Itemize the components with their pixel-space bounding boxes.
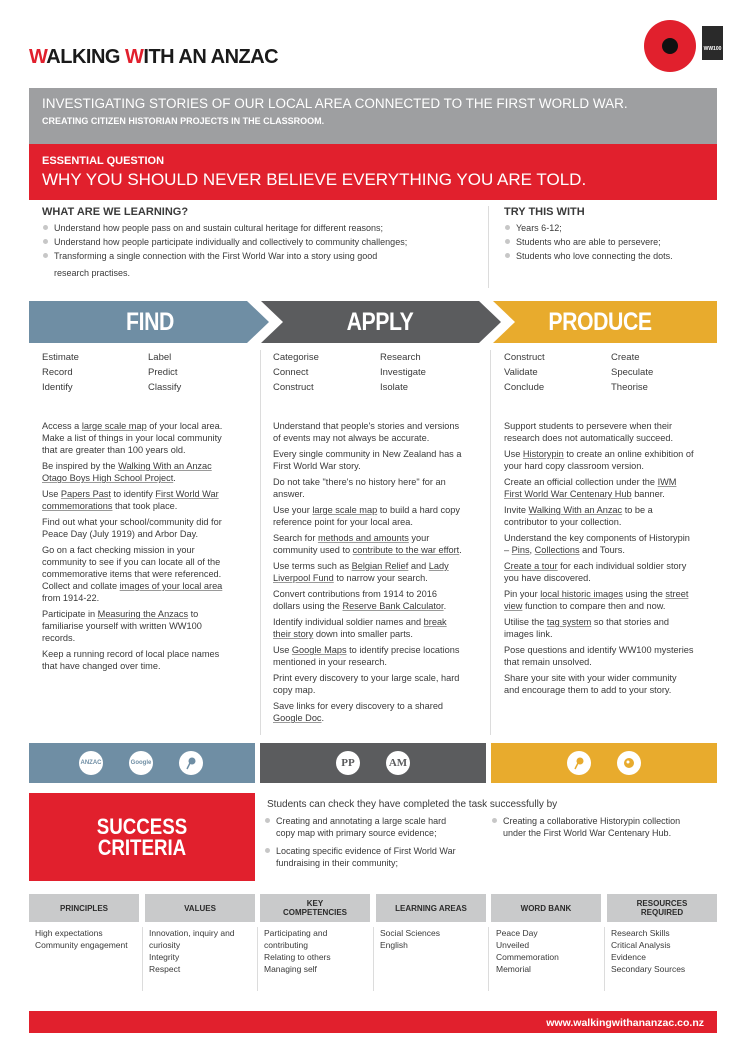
ww100-badge [702,26,723,60]
try-list [504,222,714,264]
word-item: Validate [504,367,538,378]
word-item: Isolate [380,382,408,393]
word-item: Classify [148,382,182,393]
list-item: Understand how people pass on and sustain cultural heritage for different reasons; [42,222,482,234]
success-intro: Students can check they have completed the task successfully by [267,799,558,810]
word-item: Research [380,352,421,363]
apply-words-col1 [273,350,319,395]
auckland-museum-icon[interactable]: AM [386,751,410,775]
word-item: Label [148,352,172,363]
centenary-hub-link[interactable]: First World War Centenary Hub [504,489,632,499]
word-item: Estimate [42,352,79,363]
pins-link[interactable]: Pins [511,545,530,555]
produce-words-col2 [611,350,653,395]
apply-resources-bar [260,743,486,783]
produce-resources-bar [491,743,717,783]
success-list-right [491,815,716,841]
papers-past-link[interactable]: Papers Past [60,489,111,499]
collections-link[interactable]: Collections [534,545,580,555]
list-item: Years 6-12; [504,222,714,234]
list-item: Locating specific evidence of First World War fundraising in their community; [264,845,489,869]
war-effort-link[interactable]: contribute to the war effort [352,545,460,555]
list-item: Transforming a single connection with the First World War into a story using good [42,250,482,262]
lady-liverpool-link[interactable]: Lady [428,561,449,571]
title-part-1: ALKING [46,46,125,68]
stage-apply: APPLY [346,308,414,336]
produce-words-col1 [504,350,545,395]
measuring-anzacs-link[interactable]: Measuring the Anzacs [97,609,189,619]
their-story-link[interactable]: their story [273,629,314,639]
historypin-icon[interactable] [179,751,203,775]
google-icon[interactable]: Google [129,751,153,775]
first-world-war-link[interactable]: First World War [155,489,219,499]
table-cell-word-bank: Peace Day Unveiled Commemoration Memorial [496,928,559,974]
word-item: Create [611,352,640,363]
poppy-center-icon [662,38,678,54]
word-item: Construct [504,352,545,363]
otago-project-link[interactable]: Otago Boys High School Project [42,473,174,483]
table-divider [257,927,258,991]
banner-line-2: CREATING CITIZEN HISTORIAN PROJECTS IN THE CLASSROOM. [42,116,325,126]
word-item: Investigate [380,367,426,378]
table-divider [373,927,374,991]
success-list-left [264,815,489,871]
learning-heading: WHAT ARE WE LEARNING? [42,206,189,218]
learning-list [42,222,482,262]
essential-question-text: WHY YOU SHOULD NEVER BELIEVE EVERYTHING YOU ARE TOLD. [42,170,587,189]
essential-question-label: ESSENTIAL QUESTION [42,155,165,167]
list-item: Understand how people participate individually and collectively to community challenges; [42,236,482,248]
table-header-principles: PRINCIPLES [29,894,139,922]
view-link[interactable]: view [504,601,523,611]
word-item: Predict [148,367,178,378]
walking-with-anzac-link[interactable]: Walking With an Anzac [118,461,212,471]
table-divider [488,927,489,991]
local-images-link[interactable]: images of your local area [119,581,223,591]
tag-system-link[interactable]: tag system [546,617,592,627]
list-item: Creating a collaborative Historypin collection under the First World War Centenary Hub. [491,815,716,839]
historypin-link[interactable]: Historypin [522,449,564,459]
word-item: Speculate [611,367,654,378]
apply-activities: Understand that people's stories and versions of events may not always be accurate. Every single community in New Zealand has a First World War story. Do not take "there's no history here" for an answer. Use your large scale map to build a hard copy reference point for your local area. Search for methods and amounts your community used to contribute to the war effort. Use terms such as Belgian Relief and Lady Liverpool Fund to narrow your search. Convert contributions from 1914 to 2016 dollars using the Reserve Bank Calculator. Identify individual soldier names and break their story down into smaller parts. Use Google Maps to identify precise locations mentioned in your research. Print every discovery to your large scale, hard copy map. Save links for every discovery to a shared Google Doc. [273,421,462,723]
page-title [29,46,278,69]
success-criteria-title: SUCCESS CRITERIA [96,814,188,860]
anzac-icon[interactable]: ANZAC [79,751,103,775]
discovery-icon[interactable] [617,751,641,775]
street-link[interactable]: street [665,589,689,599]
table-header-learning-areas: LEARNING AREAS [376,894,486,922]
footer-url-link[interactable]: www.walkingwithananzac.co.nz [546,1017,704,1029]
historypin-icon[interactable] [567,751,591,775]
title-letter-w2: W [125,46,144,68]
break-story-link[interactable]: break [423,617,447,627]
list-item: Students who love connecting the dots. [504,250,714,262]
methods-amounts-link[interactable]: methods and amounts [317,533,409,543]
word-item: Connect [273,367,309,378]
word-item: Theorise [611,382,648,393]
ww100-badge-text: WW100 [703,46,722,52]
table-divider [604,927,605,991]
liverpool-fund-link[interactable]: Liverpool Fund [273,573,334,583]
title-letter-w1: W [29,46,47,68]
create-tour-link[interactable]: Create a tour [504,561,558,571]
word-item: Conclude [504,382,545,393]
table-cell-competencies: Participating and contributing Relating to others Managing self [264,928,331,974]
find-words-col1 [42,350,79,395]
stage-produce: PRODUCE [548,308,652,336]
belgian-relief-link[interactable]: Belgian Relief [351,561,409,571]
column-divider [490,350,491,735]
table-header-key-competencies: KEY COMPETENCIES [260,894,370,922]
produce-activities: Support students to persevere when their research does not automatically succeed. Use Historypin to create an online exhibition of your hard copy classroom version. Create an official collection under the IWM First World War Centenary Hub banner. Invite Walking With an Anzac to be a contributor to your collection. Understand the key components of Historypin – Pins, Collections and Tours. Create a tour for each individual soldier story you have discovered. Pin your local historic images using the street view function to compare then and now. Utilise the tag system so that stories and images link. Pose questions and identify WW100 mysteries that remain unsolved. Share your site with your wider community and encourage them to add to your story. [504,421,694,695]
iwm-link[interactable]: IWM [657,477,677,487]
table-cell-learning-areas: Social Sciences English [380,928,441,950]
walking-with-anzac-link[interactable]: Walking With an Anzac [528,505,623,515]
list-item: Students who are able to persevere; [504,236,714,248]
large-scale-map-link[interactable]: large scale map [312,505,378,515]
find-activities: Access a large scale map of your local area. Make a list of things in your local community that are greater than 100 years old. Be inspired by the Walking With an Anzac Otago Boys High School Project. Use Papers Past to identify First World War commemorations that took place. Find out what your school/community did for Peace Day (July 1919) and Arbor Day. Go on a fact checking mission in your community to see if you can locate all of the commemorative items that were referenced. Collect and collate images of your local area from 1914-22. Participate in Measuring the Anzacs to familiarise yourself with written WW100 records. Keep a running record of local place names that have changed over time. [42,421,223,671]
table-header-values: VALUES [145,894,255,922]
apply-words-col2 [380,350,426,395]
google-doc-link[interactable]: Google Doc [273,713,322,723]
find-words-col2 [148,350,181,395]
historic-images-link[interactable]: local historic images [540,589,623,599]
word-item: Categorise [273,352,319,363]
table-cell-resources: Research Skills Critical Analysis Evidence Secondary Sources [611,928,686,974]
column-divider [260,350,261,735]
word-item: Construct [273,382,314,393]
list-item: Creating and annotating a large scale hard copy map with primary source evidence; [264,815,489,839]
try-heading: TRY THIS WITH [504,206,585,218]
table-divider [142,927,143,991]
stage-find: FIND [126,308,174,336]
reserve-bank-link[interactable]: Reserve Bank Calculator [342,601,444,611]
table-cell-principles: High expectations Community engagement [35,928,128,950]
title-part-2: ITH AN ANZAC [143,46,279,68]
google-maps-link[interactable]: Google Maps [291,645,347,655]
section-divider [488,206,489,288]
find-resources-bar [29,743,255,783]
table-cell-values: Innovation, inquiry and curiosity Integrity Respect [149,928,235,974]
large-scale-map-link[interactable]: large scale map [81,421,147,431]
commemorations-link[interactable]: commemorations [42,501,113,511]
banner-line-1: INVESTIGATING STORIES OF OUR LOCAL AREA CONNECTED TO THE FIRST WORLD WAR. [42,96,628,111]
table-header-resources: RESOURCES REQUIRED [607,894,717,922]
table-header-word-bank: WORD BANK [491,894,601,922]
word-item: Record [42,367,73,378]
word-item: Identify [42,382,73,393]
learning-item-continued: research practises. [54,268,131,278]
papers-past-icon[interactable]: PP [336,751,360,775]
